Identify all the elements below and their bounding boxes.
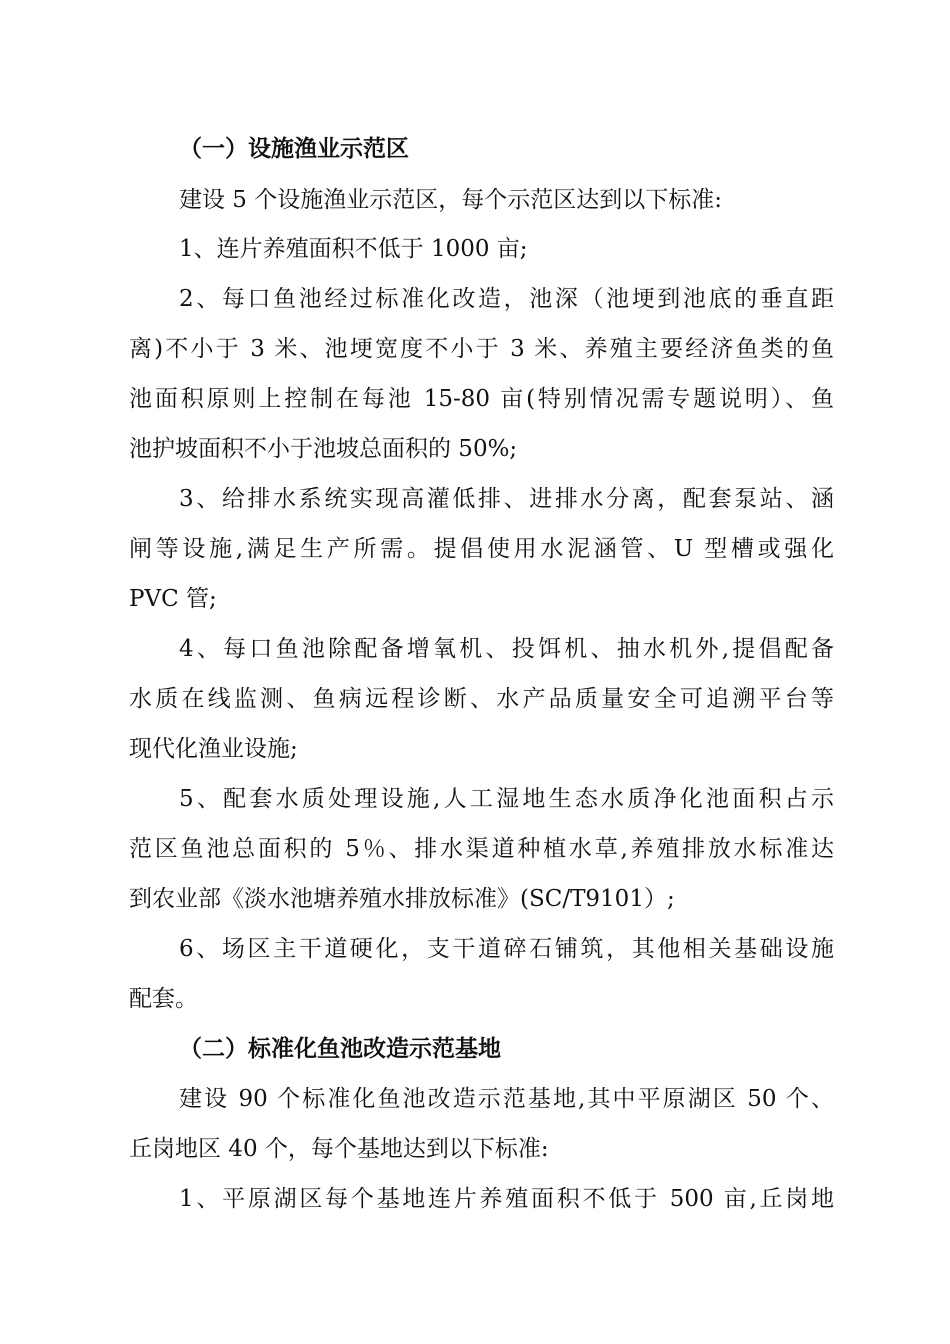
- list-item-1-4-line-1: 4、每口鱼池除配备增氧机、投饵机、抽水机外,提倡配备: [179, 636, 834, 662]
- list-item-1-4-line-3: 现代化渔业设施;: [129, 736, 298, 762]
- list-item-1-2-line-1: 2、每口鱼池经过标准化改造，池深（池埂到池底的垂直距: [179, 286, 834, 312]
- section-heading-2: （二）标准化鱼池改造示范基地: [179, 1035, 501, 1062]
- list-item-1-5-line-1: 5、配套水质处理设施,人工湿地生态水质净化池面积占示: [179, 786, 834, 812]
- list-item-1-1: 1、连片养殖面积不低于 1000 亩;: [179, 236, 528, 262]
- section-intro-2-line-1: 建设 90 个标准化鱼池改造示范基地,其中平原湖区 50 个、: [179, 1086, 834, 1112]
- list-item-2-1-line-1: 1、平原湖区每个基地连片养殖面积不低于 500 亩,丘岗地: [179, 1186, 834, 1212]
- list-item-1-6-line-1: 6、场区主干道硬化，支干道碎石铺筑，其他相关基础设施: [179, 936, 834, 962]
- list-item-1-5-line-3: 到农业部《淡水池塘养殖水排放标准》(SC/T9101）;: [129, 886, 675, 912]
- section-intro-1: 建设 5 个设施渔业示范区，每个示范区达到以下标准:: [179, 187, 723, 213]
- section-intro-2-line-2: 丘岗地区 40 个，每个基地达到以下标准:: [129, 1136, 549, 1162]
- section-heading-1: （一）设施渔业示范区: [179, 135, 409, 162]
- list-item-1-2-line-2: 离)不小于 3 米、池埂宽度不小于 3 米、养殖主要经济鱼类的鱼: [129, 336, 834, 362]
- list-item-1-5-line-2: 范区鱼池总面积的 5％、排水渠道种植水草,养殖排放水标准达: [129, 836, 834, 862]
- list-item-1-2-line-4: 池护坡面积不小于池坡总面积的 50%;: [129, 436, 518, 462]
- list-item-1-3-line-3: PVC 管;: [129, 586, 217, 612]
- list-item-1-6-line-2: 配套。: [129, 986, 198, 1012]
- list-item-1-3-line-2: 闸等设施,满足生产所需。提倡使用水泥涵管、U 型槽或强化: [129, 536, 834, 562]
- list-item-1-4-line-2: 水质在线监测、鱼病远程诊断、水产品质量安全可追溯平台等: [129, 686, 834, 712]
- list-item-1-2-line-3: 池面积原则上控制在每池 15-80 亩(特别情况需专题说明）、鱼: [129, 386, 834, 412]
- list-item-1-3-line-1: 3、给排水系统实现高灌低排、进排水分离，配套泵站、涵: [179, 486, 834, 512]
